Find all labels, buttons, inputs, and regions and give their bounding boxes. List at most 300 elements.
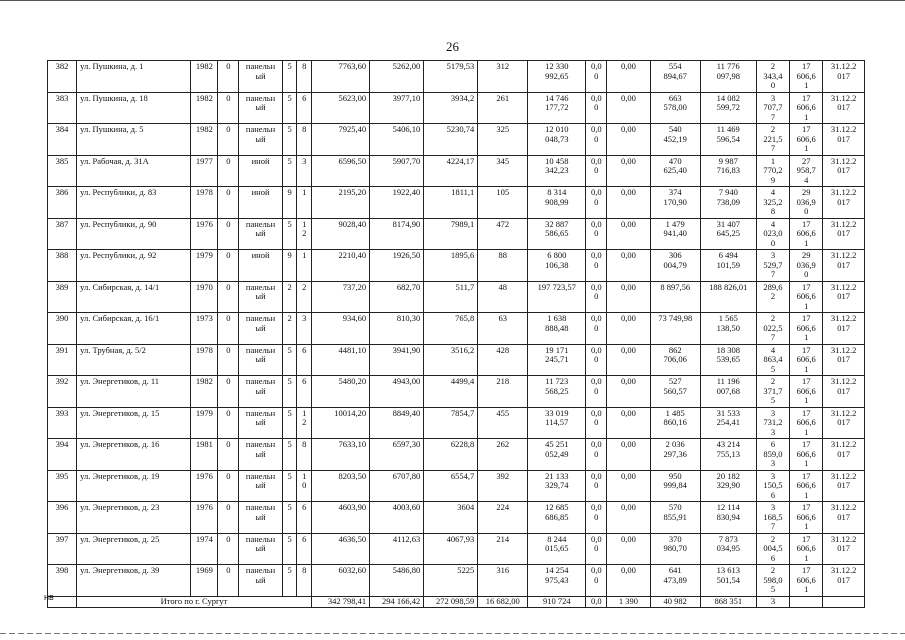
cell-floors: 2 (282, 281, 297, 313)
cell-reconstruction-year: 0 (218, 218, 239, 250)
cell-entrances: 6 (297, 376, 312, 408)
cell-living-area: 6597,30 (370, 439, 424, 471)
cell-residents: 428 (478, 344, 528, 376)
cell-apartments-area: 5230,74 (424, 124, 478, 156)
cell-cost-4: 13 613 501,54 (700, 565, 756, 597)
cell-floors: 5 (282, 344, 297, 376)
cell-year-built: 1977 (191, 155, 218, 187)
cell-limit-cost: 17 606,6 1 (790, 565, 823, 597)
cell-completion-date: 31.12.2 017 (823, 155, 865, 187)
cell-address: ул. Энергетиков, д. 15 (77, 407, 191, 439)
cell-total-area: 5480,20 (311, 376, 369, 408)
cell-reconstruction-year: 0 (218, 502, 239, 534)
cell-reconstruction-year: 0 (218, 250, 239, 282)
cell-completion-date: 31.12.2 017 (823, 407, 865, 439)
cell-wall-material: панельн ый (239, 407, 283, 439)
cell-limit-cost: 17 606,6 1 (790, 92, 823, 124)
cell-living-area: 5262,00 (370, 61, 424, 93)
cell-reconstruction-year: 0 (218, 124, 239, 156)
cell-total-area: 9028,40 (311, 218, 369, 250)
cell-cost-2: 0,00 (607, 344, 651, 376)
cell-cost-4: 188 826,01 (700, 281, 756, 313)
cell-apartments-area: 3516,2 (424, 344, 478, 376)
cell-residents: 224 (478, 502, 528, 534)
total-row (48, 596, 865, 607)
cell-cost-per-sqm: 2 371,7 5 (756, 376, 789, 408)
cell-cost-1: 0,0 0 (586, 344, 607, 376)
cell-address: ул. Энергетиков, д. 11 (77, 376, 191, 408)
cell-living-area: 4003,60 (370, 502, 424, 534)
cell-apartments-area: 765,8 (424, 313, 478, 345)
cell-floors: 5 (282, 565, 297, 597)
cell-address: ул. Энергетиков, д. 25 (77, 533, 191, 565)
cell-cost-per-sqm: 4 863,4 5 (756, 344, 789, 376)
cell-floors: 9 (282, 250, 297, 282)
total-value: 910 724 (528, 596, 586, 607)
cell-total-cost: 12 330 992,65 (528, 61, 586, 93)
cell-apartments-area: 7989,1 (424, 218, 478, 250)
cell-wall-material: панельн ый (239, 344, 283, 376)
cell-cost-per-sqm: 4 325,2 8 (756, 187, 789, 219)
cell-cost-2: 0,00 (607, 376, 651, 408)
cell-entrances: 6 (297, 533, 312, 565)
cell-completion-date: 31.12.2 017 (823, 281, 865, 313)
cell-living-area: 4112,63 (370, 533, 424, 565)
cell-limit-cost: 27 958,7 4 (790, 155, 823, 187)
cell-entrances: 8 (297, 439, 312, 471)
table-row (48, 218, 865, 250)
cell-cost-1: 0,0 0 (586, 533, 607, 565)
total-value: 3 (756, 596, 789, 607)
cell-residents: 262 (478, 439, 528, 471)
table-row (48, 470, 865, 502)
cell-row-number: 388 (48, 250, 77, 282)
cell-apartments-area: 7854,7 (424, 407, 478, 439)
total-value: 0,0 (586, 596, 607, 607)
cell-total-area: 7925,40 (311, 124, 369, 156)
cell-cost-4: 18 308 539,65 (700, 344, 756, 376)
table-row (48, 313, 865, 345)
cell-apartments-area: 3604 (424, 502, 478, 534)
total-value: 868 351 (700, 596, 756, 607)
cell-cost-3: 527 560,57 (650, 376, 700, 408)
total-value: 16 682,00 (478, 596, 528, 607)
cell-living-area: 682,70 (370, 281, 424, 313)
cell-total-area: 6596,50 (311, 155, 369, 187)
cell-reconstruction-year: 0 (218, 439, 239, 471)
cell-cost-per-sqm: 2 004,5 6 (756, 533, 789, 565)
total-value: 40 982 (650, 596, 700, 607)
cell-year-built: 1976 (191, 218, 218, 250)
cell-total-area: 4481,10 (311, 344, 369, 376)
cell-floors: 5 (282, 407, 297, 439)
cell-entrances: 3 (297, 313, 312, 345)
cell-cost-per-sqm: 1 770,2 9 (756, 155, 789, 187)
cell-total-cost: 10 458 342,23 (528, 155, 586, 187)
cell-cost-3: 862 706,06 (650, 344, 700, 376)
cell-floors: 5 (282, 124, 297, 156)
cell-apartments-area: 5179,53 (424, 61, 478, 93)
cell-year-built: 1976 (191, 502, 218, 534)
cell-cost-per-sqm: 4 023,0 0 (756, 218, 789, 250)
cell-year-built: 1973 (191, 313, 218, 345)
cell-residents: 105 (478, 187, 528, 219)
cell-entrances: 1 0 (297, 470, 312, 502)
cell-cost-3: 470 625,40 (650, 155, 700, 187)
cell-wall-material: панельн ый (239, 313, 283, 345)
cell-wall-material: панельн ый (239, 565, 283, 597)
cell-completion-date: 31.12.2 017 (823, 92, 865, 124)
cell-address: ул. Энергетиков, д. 19 (77, 470, 191, 502)
registry-body (48, 61, 865, 608)
cell-reconstruction-year: 0 (218, 344, 239, 376)
cell-year-built: 1976 (191, 470, 218, 502)
cell-limit-cost: 17 606,6 1 (790, 61, 823, 93)
cell-address: ул. Сибирская, д. 16/1 (77, 313, 191, 345)
cell-limit-cost: 17 606,6 1 (790, 533, 823, 565)
cell-total-cost: 11 723 568,25 (528, 376, 586, 408)
cell-cost-2: 0,00 (607, 250, 651, 282)
cell-entrances: 1 2 (297, 407, 312, 439)
cell-wall-material: панельн ый (239, 439, 283, 471)
cell-completion-date: 31.12.2 017 (823, 565, 865, 597)
cell-wall-material: панельн ый (239, 502, 283, 534)
cell-entrances: 1 (297, 250, 312, 282)
cell-reconstruction-year: 0 (218, 407, 239, 439)
cell-entrances: 6 (297, 502, 312, 534)
cell-year-built: 1970 (191, 281, 218, 313)
table-row (48, 61, 865, 93)
cell-total-cost: 8 314 908,99 (528, 187, 586, 219)
cell-completion-date: 31.12.2 017 (823, 344, 865, 376)
cell-living-area: 3977,10 (370, 92, 424, 124)
cell-address: ул. Энергетиков, д. 23 (77, 502, 191, 534)
table-row (48, 439, 865, 471)
cell-limit-cost: 17 606,6 1 (790, 124, 823, 156)
cell-living-area: 1922,40 (370, 187, 424, 219)
cell-reconstruction-year: 0 (218, 565, 239, 597)
cell-cost-3: 1 485 860,16 (650, 407, 700, 439)
cell-address: ул. Пушкина, д. 5 (77, 124, 191, 156)
cell-cost-1: 0,0 0 (586, 565, 607, 597)
cell-apartments-area: 6554,7 (424, 470, 478, 502)
cell-total-cost: 45 251 052,49 (528, 439, 586, 471)
cell-cost-3: 306 004,79 (650, 250, 700, 282)
cell-total-cost: 19 171 245,71 (528, 344, 586, 376)
cell-total-area: 2210,40 (311, 250, 369, 282)
cell-floors: 2 (282, 313, 297, 345)
cell-year-built: 1981 (191, 439, 218, 471)
cell-floors: 5 (282, 470, 297, 502)
table-row (48, 155, 865, 187)
cell-row-number: 385 (48, 155, 77, 187)
cell-residents: 218 (478, 376, 528, 408)
total-value: 1 390 (607, 596, 651, 607)
cell-row-number: 396 (48, 502, 77, 534)
cell-residents: 345 (478, 155, 528, 187)
cell-cost-2: 0,00 (607, 124, 651, 156)
cell-completion-date: 31.12.2 017 (823, 187, 865, 219)
cell-cost-per-sqm: 3 529,7 7 (756, 250, 789, 282)
table-row (48, 344, 865, 376)
cell-completion-date: 31.12.2 017 (823, 218, 865, 250)
cell-cost-per-sqm: 3 150,5 6 (756, 470, 789, 502)
cell-row-number: 382 (48, 61, 77, 93)
cell-reconstruction-year: 0 (218, 313, 239, 345)
cell-cost-4: 7 873 034,95 (700, 533, 756, 565)
cell-row-number: 389 (48, 281, 77, 313)
cell-floors: 5 (282, 155, 297, 187)
total-value: 294 166,42 (370, 596, 424, 607)
cell-cost-3: 540 452,19 (650, 124, 700, 156)
cell-limit-cost: 17 606,6 1 (790, 376, 823, 408)
cell-cost-2: 0,00 (607, 281, 651, 313)
cell-floors: 5 (282, 376, 297, 408)
cell-cost-4: 20 182 329,90 (700, 470, 756, 502)
cell-limit-cost: 17 606,6 1 (790, 313, 823, 345)
cell-floors: 5 (282, 92, 297, 124)
cell-total-area: 10014,20 (311, 407, 369, 439)
cell-entrances: 2 (297, 281, 312, 313)
cell-address: ул. Республики, д. 90 (77, 218, 191, 250)
cell-row-number: 391 (48, 344, 77, 376)
cell-cost-1: 0,0 0 (586, 407, 607, 439)
total-value (790, 596, 823, 607)
cell-cost-1: 0,0 0 (586, 250, 607, 282)
cell-year-built: 1969 (191, 565, 218, 597)
cell-floors: 5 (282, 218, 297, 250)
cell-cost-1: 0,0 0 (586, 187, 607, 219)
cell-reconstruction-year: 0 (218, 281, 239, 313)
cell-cost-3: 73 749,98 (650, 313, 700, 345)
cell-cost-per-sqm: 2 598,0 5 (756, 565, 789, 597)
cell-total-area: 7633,10 (311, 439, 369, 471)
cell-total-cost: 1 638 888,48 (528, 313, 586, 345)
cell-cost-1: 0,0 0 (586, 439, 607, 471)
cell-total-area: 4603,90 (311, 502, 369, 534)
cell-cost-3: 1 479 941,40 (650, 218, 700, 250)
cell-cost-per-sqm: 2 221,5 7 (756, 124, 789, 156)
cell-cost-2: 0,00 (607, 439, 651, 471)
cell-residents: 261 (478, 92, 528, 124)
cell-limit-cost: 17 606,6 1 (790, 407, 823, 439)
table-row (48, 502, 865, 534)
cell-cost-per-sqm: 2 022,5 7 (756, 313, 789, 345)
cell-limit-cost: 17 606,6 1 (790, 344, 823, 376)
cell-cost-per-sqm: 3 707,7 7 (756, 92, 789, 124)
cell-limit-cost: 17 606,6 1 (790, 281, 823, 313)
housing-registry-table (47, 60, 865, 608)
cell-limit-cost: 29 036,9 0 (790, 250, 823, 282)
table-row (48, 281, 865, 313)
cell-wall-material: панельн ый (239, 124, 283, 156)
cell-reconstruction-year: 0 (218, 470, 239, 502)
cell-reconstruction-year: 0 (218, 533, 239, 565)
cell-row-number: 383 (48, 92, 77, 124)
cell-total-cost: 14 254 975,43 (528, 565, 586, 597)
cell-living-area: 1926,50 (370, 250, 424, 282)
cell-apartments-area: 1895,6 (424, 250, 478, 282)
cell-year-built: 1982 (191, 376, 218, 408)
cell-floors: 5 (282, 61, 297, 93)
cell-cost-2: 0,00 (607, 187, 651, 219)
cell-row-number: 384 (48, 124, 77, 156)
cell-living-area: 8174,90 (370, 218, 424, 250)
cell-cost-2: 0,00 (607, 218, 651, 250)
table-row (48, 376, 865, 408)
cell-wall-material: иной (239, 187, 283, 219)
cell-completion-date: 31.12.2 017 (823, 61, 865, 93)
table-row (48, 565, 865, 597)
cell-residents: 472 (478, 218, 528, 250)
cell-cost-4: 6 494 101,59 (700, 250, 756, 282)
cell-row-number: 397 (48, 533, 77, 565)
cell-cost-2: 0,00 (607, 470, 651, 502)
cell-address: ул. Сибирская, д. 14/1 (77, 281, 191, 313)
cell-cost-1: 0,0 0 (586, 92, 607, 124)
cell-wall-material: иной (239, 155, 283, 187)
cell-completion-date: 31.12.2 017 (823, 502, 865, 534)
table-row (48, 533, 865, 565)
cell-year-built: 1982 (191, 61, 218, 93)
cell-total-area: 934,60 (311, 313, 369, 345)
cell-entrances: 1 (297, 187, 312, 219)
cell-cost-2: 0,00 (607, 565, 651, 597)
cell-cost-4: 11 469 596,54 (700, 124, 756, 156)
cell-row-number: 393 (48, 407, 77, 439)
cell-living-area: 810,30 (370, 313, 424, 345)
cell-year-built: 1978 (191, 344, 218, 376)
cell-residents: 48 (478, 281, 528, 313)
cell-year-built: 1979 (191, 250, 218, 282)
cell-cost-3: 370 980,70 (650, 533, 700, 565)
cell-cost-2: 0,00 (607, 533, 651, 565)
cell-address: ул. Трубная, д. 5/2 (77, 344, 191, 376)
cell-wall-material: иной (239, 250, 283, 282)
cell-cost-2: 0,00 (607, 407, 651, 439)
cell-cost-2: 0,00 (607, 92, 651, 124)
table-row (48, 250, 865, 282)
cell-address: ул. Энергетиков, д. 16 (77, 439, 191, 471)
cell-apartments-area: 4067,93 (424, 533, 478, 565)
cell-living-area: 4943,00 (370, 376, 424, 408)
cell-residents: 63 (478, 313, 528, 345)
cell-cost-per-sqm: 6 859,0 3 (756, 439, 789, 471)
total-value: 342 798,41 (311, 596, 369, 607)
cell-completion-date: 31.12.2 017 (823, 376, 865, 408)
cell-living-area: 6707,80 (370, 470, 424, 502)
cell-cost-per-sqm: 3 168,5 7 (756, 502, 789, 534)
cell-address: ул. Республики, д. 92 (77, 250, 191, 282)
cell-total-area: 5623,00 (311, 92, 369, 124)
table-row (48, 407, 865, 439)
cell-wall-material: панельн ый (239, 218, 283, 250)
cell-cost-1: 0,0 0 (586, 376, 607, 408)
cell-apartments-area: 3934,2 (424, 92, 478, 124)
cell-limit-cost: 17 606,6 1 (790, 218, 823, 250)
cell-entrances: 6 (297, 344, 312, 376)
cell-cost-2: 0,00 (607, 155, 651, 187)
cell-total-cost: 12 685 686,85 (528, 502, 586, 534)
cell-cost-1: 0,0 0 (586, 281, 607, 313)
cell-apartments-area: 1811,1 (424, 187, 478, 219)
cell-cost-1: 0,0 0 (586, 470, 607, 502)
scan-bottom-edge (0, 633, 905, 634)
cell-reconstruction-year: 0 (218, 187, 239, 219)
cell-total-area: 4636,50 (311, 533, 369, 565)
cell-total-area: 8203,50 (311, 470, 369, 502)
cell-cost-4: 9 987 716,83 (700, 155, 756, 187)
cell-cost-1: 0,0 0 (586, 218, 607, 250)
cell-cost-2: 0,00 (607, 61, 651, 93)
cell-cost-1: 0,0 0 (586, 155, 607, 187)
cell-completion-date: 31.12.2 017 (823, 313, 865, 345)
cell-living-area: 5486,80 (370, 565, 424, 597)
cell-entrances: 8 (297, 61, 312, 93)
cell-total-cost: 21 133 329,74 (528, 470, 586, 502)
cell-cost-3: 554 894,67 (650, 61, 700, 93)
cell-completion-date: 31.12.2 017 (823, 124, 865, 156)
cell-cost-4: 11 776 097,98 (700, 61, 756, 93)
cell-completion-date: 31.12.2 017 (823, 470, 865, 502)
cell-cost-4: 14 082 599,72 (700, 92, 756, 124)
cell-cost-3: 8 897,56 (650, 281, 700, 313)
cell-total-area: 6032,60 (311, 565, 369, 597)
total-value (823, 596, 865, 607)
cell-cost-per-sqm: 2 343,4 0 (756, 61, 789, 93)
cell-cost-4: 7 940 738,09 (700, 187, 756, 219)
cell-total-cost: 6 800 106,38 (528, 250, 586, 282)
cell-cost-4: 11 196 007,68 (700, 376, 756, 408)
cell-wall-material: панельн ый (239, 92, 283, 124)
cell-reconstruction-year: 0 (218, 376, 239, 408)
cell-total-area: 2195,20 (311, 187, 369, 219)
total-label: Итого по г. Сургут (77, 596, 312, 607)
cell-residents: 88 (478, 250, 528, 282)
cell-living-area: 8849,40 (370, 407, 424, 439)
cell-floors: 5 (282, 502, 297, 534)
cell-apartments-area: 4224,17 (424, 155, 478, 187)
cell-reconstruction-year: 0 (218, 92, 239, 124)
cell-total-area: 7763,60 (311, 61, 369, 93)
cell-year-built: 1982 (191, 92, 218, 124)
cell-residents: 312 (478, 61, 528, 93)
cell-year-built: 1978 (191, 187, 218, 219)
cell-cost-per-sqm: 289,6 2 (756, 281, 789, 313)
cell-total-cost: 14 746 177,72 (528, 92, 586, 124)
cell-total-cost: 32 887 586,65 (528, 218, 586, 250)
cell-row-number: 392 (48, 376, 77, 408)
cell-cost-3: 2 036 297,36 (650, 439, 700, 471)
cell-residents: 455 (478, 407, 528, 439)
cell-address: ул. Пушкина, д. 1 (77, 61, 191, 93)
cell-year-built: 1979 (191, 407, 218, 439)
cell-wall-material: панельн ый (239, 533, 283, 565)
table-row (48, 92, 865, 124)
cell-residents: 214 (478, 533, 528, 565)
cell-wall-material: панельн ый (239, 376, 283, 408)
cell-address: ул. Энергетиков, д. 39 (77, 565, 191, 597)
cell-reconstruction-year: 0 (218, 61, 239, 93)
cell-residents: 325 (478, 124, 528, 156)
cell-cost-1: 0,0 0 (586, 61, 607, 93)
cell-limit-cost: 29 036,9 0 (790, 187, 823, 219)
cell-entrances: 3 (297, 155, 312, 187)
scan-top-edge (0, 0, 905, 1)
cell-cost-4: 31 407 645,25 (700, 218, 756, 250)
cell-apartments-area: 511,7 (424, 281, 478, 313)
cell-residents: 316 (478, 565, 528, 597)
